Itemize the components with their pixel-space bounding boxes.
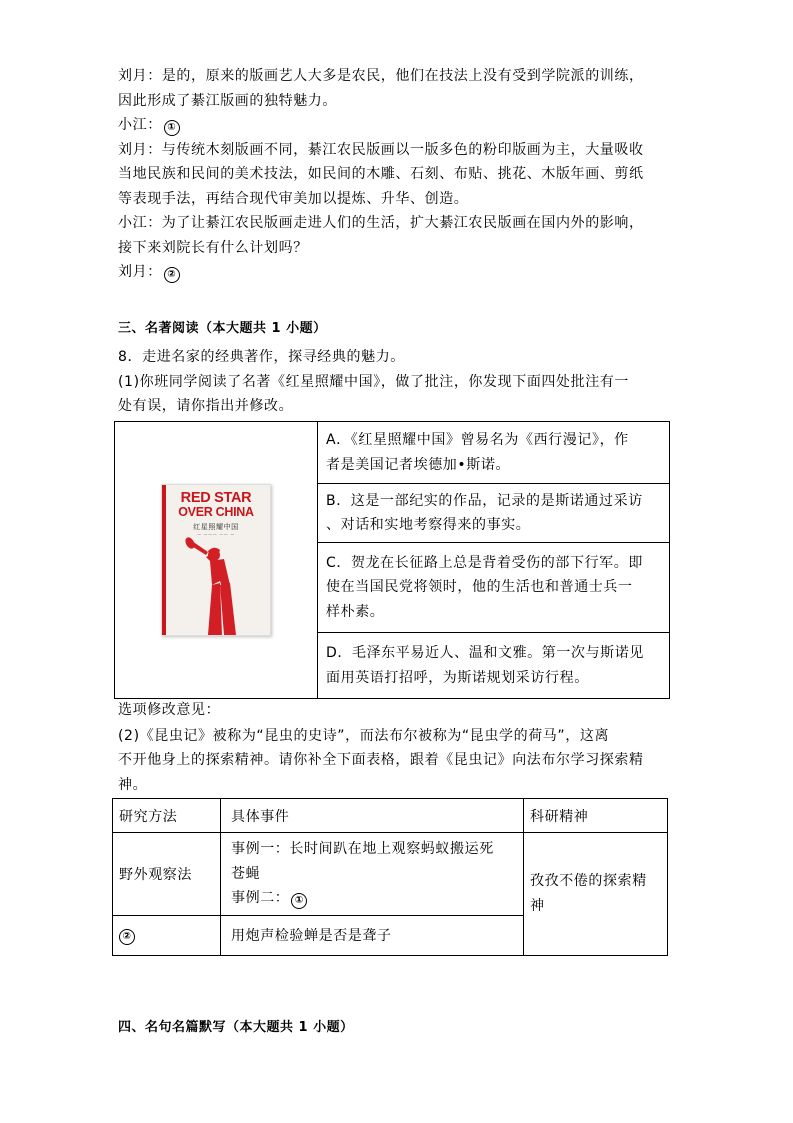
dialogue-block [118,64,678,285]
book-cover-image [161,484,271,636]
section-heading: 四、名句名篇默写（本大题共 1 小题） [118,1020,354,1035]
blank-marker-2: ② [164,267,180,283]
blank-marker-1: ① [164,120,180,136]
table-header: 研究方法 [113,799,221,833]
dialogue-line: 等表现手法，再结合现代审美加以提炼、升华、创造。 [118,190,469,207]
book-cover-title: RED STAR OVER CHINA [178,490,254,519]
table-header: 科研精神 [524,799,668,833]
dialogue-line: 刘月：与传统木刻版画不同，綦江农民版画以一版多色的粉印版画为主，大量吸收 [118,141,644,158]
annotation-option-c: C．贺龙在长征路上总是背着受伤的部下行军。即 使在当国民党将领时，他的生活也和普通士兵一 样朴素。 [318,543,670,633]
dialogue-line: 小江： ① [118,113,678,138]
table-cell-method [113,915,221,955]
blank-marker-1: ① [291,893,307,909]
dialogue-line: 当地民族和民间的美术技法，如民间的木雕、石刻、布贴、挑花、木版年画、剪纸 [118,166,644,182]
bugler-silhouette-icon [162,485,270,635]
book-cover-cn-title: 红星照耀中国 [193,523,239,531]
question-sub1: (1)你班同学阅读了名著《红星照耀中国》，做了批注，你发现下面四处批注有一 [118,373,630,390]
blank-marker-2: ② [119,929,135,945]
question-sub2: 不开他身上的探索精神。请你补全下面表格，跟着《昆虫记》向法布尔学习探索精 [118,752,644,768]
question-sub2: 神。 [118,776,148,793]
table-cell-spirit: 孜孜不倦的探索精 神 [524,833,668,956]
section-heading: 三、名著阅读（本大题共 1 小题） [118,321,327,336]
table-header: 具体事件 [221,799,524,833]
book-cover-cell [115,422,318,699]
dialogue-line: 因此形成了綦江版画的独特魅力。 [118,92,337,109]
table-cell-event: 用炮声检验蝉是否是聋子 [221,915,524,955]
table-cell-event: 事例一：长时间趴在地上观察蚂蚁搬运死 苍蝇 事例二： ① [221,833,524,916]
question-8 [118,345,678,419]
annotation-option-d: D．毛泽东平易近人、温和文雅。第一次与斯诺见 面用英语打招呼，为斯诺规划采访行程。 [318,633,670,699]
question-8-part2 [118,698,678,797]
annotation-option-a: A．《红星照耀中国》曾易名为《西行漫记》，作 者是美国记者埃德加•斯诺。 [318,422,670,484]
revise-label: 选项修改意见： [118,702,221,718]
dialogue-line: 刘月：是的，原来的版画艺人大多是农民，他们在技法上没有受到学院派的训练， [118,68,644,84]
annotation-table [114,421,670,699]
dialogue-line: 刘月： ② [118,260,678,285]
book-cover-author: — ——— —— — [197,532,235,537]
fabre-table [112,798,668,956]
question-sub2: (2)《昆虫记》被称为“昆虫的史诗”，而法布尔被称为“昆虫学的荷马”，这离 [118,727,610,744]
dialogue-line: 接下来刘院长有什么计划吗？ [118,239,308,256]
question-intro: 8．走进名家的经典著作，探寻经典的魅力。 [118,349,405,365]
annotation-option-b: B．这是一部纪实的作品，记录的是斯诺通过采访 、对话和实地考察得来的事实。 [318,484,670,543]
table-cell-method: 野外观察法 [113,833,221,916]
dialogue-line: 小江：为了让綦江农民版画走进人们的生活，扩大綦江农民版画在国内外的影响， [118,215,644,231]
question-sub1: 处有误，请你指出并修改。 [118,398,294,414]
